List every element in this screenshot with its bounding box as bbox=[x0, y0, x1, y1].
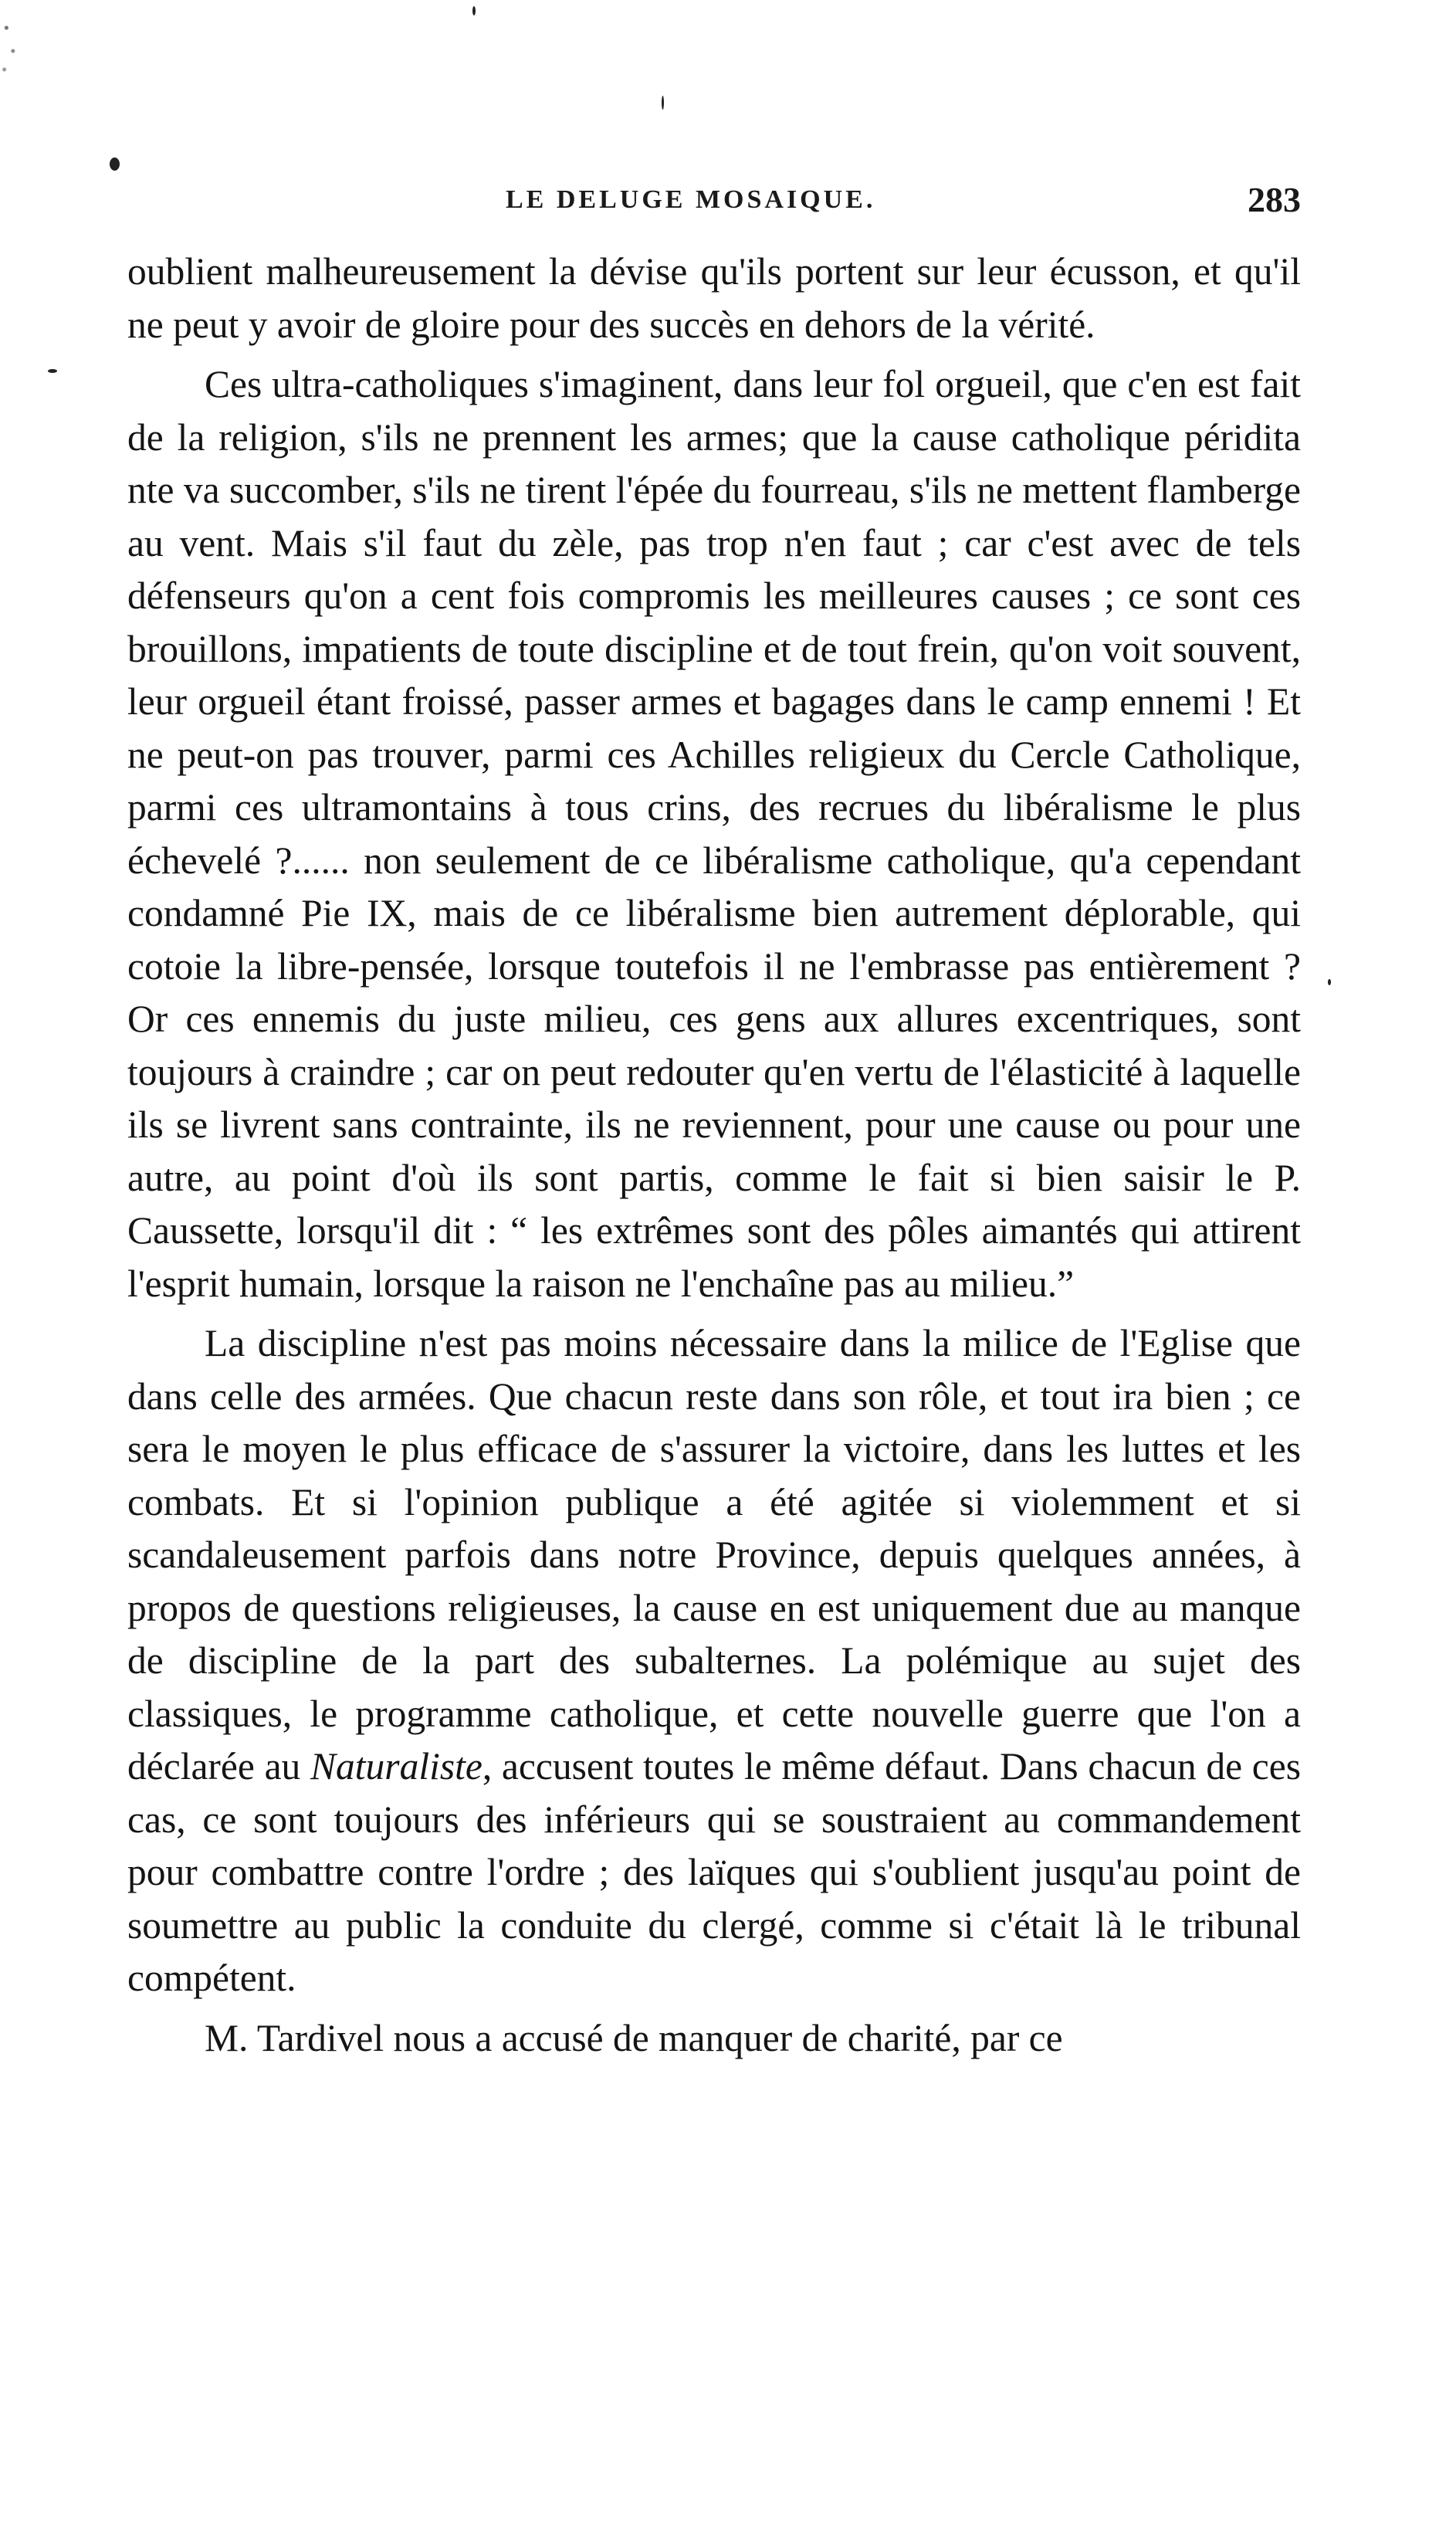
paragraph-text: La discipline n'est pas moins nécessaire dans la milice de l'Eglise que dans celle des armées. Que chacun reste dans son rôle, et tout ira bien ; ce sera le moyen le plus efficace de s'assurer la victoire, dans les luttes et les combats. Et si l'opinion publique a été agitée si violemment et si scandaleusement parfois dans notre Province, depuis quelques années, à propos de questions religieuses, la cause en est uniquement due au manque de discipline de la part des subalternes. La polémique au sujet des classiques, le programme catholique, et cette nouvelle guerre que l'on a déclarée au bbox=[127, 1322, 1301, 1788]
scan-edge-noise bbox=[0, 0, 22, 93]
scan-speck bbox=[472, 6, 476, 15]
paragraph bbox=[127, 1317, 1301, 2005]
paragraph bbox=[127, 246, 1301, 351]
running-head-title: LE DELUGE MOSAIQUE. bbox=[506, 185, 876, 214]
paragraph bbox=[127, 358, 1301, 1310]
paragraph bbox=[127, 2012, 1301, 2065]
paragraph-text: Ces ultra-catholiques s'imaginent, dans leur fol orgueil, que c'en est fait de la religion, s'ils ne prennent les armes; que la cause catholique péridita nte va succomber, s'ils ne tirent l'épée du fourreau, s'ils ne mettent flamberge au vent. Mais s'il faut du zèle, pas trop n'en faut ; car c'est avec de tels défenseurs qu'on a cent fois compromis les meilleures causes ; ce sont ces brouillons, impatients de toute discipline et de tout frein, qu'on voit souvent, leur orgueil étant froissé, passer armes et bagages dans le camp ennemi ! Et ne peut-on pas trouver, parmi ces Achilles religieux du Cercle Catholique, parmi ces ultramontains à tous crins, des recrues du libéralisme le plus échevelé ?...... non seulement de ce libéralisme catholique, qu'a cependant condamné Pie IX, mais de ce libéralisme bien autrement déplorable, qui cotoie la libre-pensée, lorsque toutefois il ne l'embrasse pas entièrement ? Or ces ennemis du juste milieu, ces gens aux allures excentriques, sont toujours à craindre ; car on peut redouter qu'en vertu de l'élasticité à laquelle ils se livrent sans contrainte, ils ne reviennent, pour une cause ou pour une autre, au point d'où ils sont partis, comme le fait si bien saisir le P. Caussette, lorsqu'il dit : “ les extrêmes sont des pôles aimantés qui attirent l'esprit humain, lorsque la raison ne l'enchaîne pas au milieu.” bbox=[127, 363, 1301, 1305]
scan-speck bbox=[1328, 979, 1331, 985]
paragraph-text: oublient malheureusement la dévise qu'ils portent sur leur écusson, et qu'il ne peut y avoir de gloire pour des succès en dehors de la vérité. bbox=[127, 250, 1301, 346]
scan-speck bbox=[662, 96, 664, 110]
paragraph-text: M. Tardivel nous a accusé de manquer de charité, par ce bbox=[205, 2016, 1063, 2059]
scan-speck bbox=[110, 158, 120, 171]
paragraph-text: , accusent toutes le même défaut. Dans chacun de ces cas, ce sont toujours des inférieurs qui se soustraient au commandement pour combattre contre l'ordre ; des laïques qui s'oublient jusqu'au point de soumettre au public la conduite du clergé, comme si c'était là le tribunal compétent. bbox=[127, 1745, 1301, 1999]
scan-speck bbox=[48, 369, 57, 373]
page-number: 283 bbox=[1248, 180, 1301, 219]
italic-title-text: Naturaliste bbox=[310, 1745, 483, 1788]
running-head bbox=[127, 179, 1301, 233]
body-text bbox=[127, 246, 1301, 2065]
